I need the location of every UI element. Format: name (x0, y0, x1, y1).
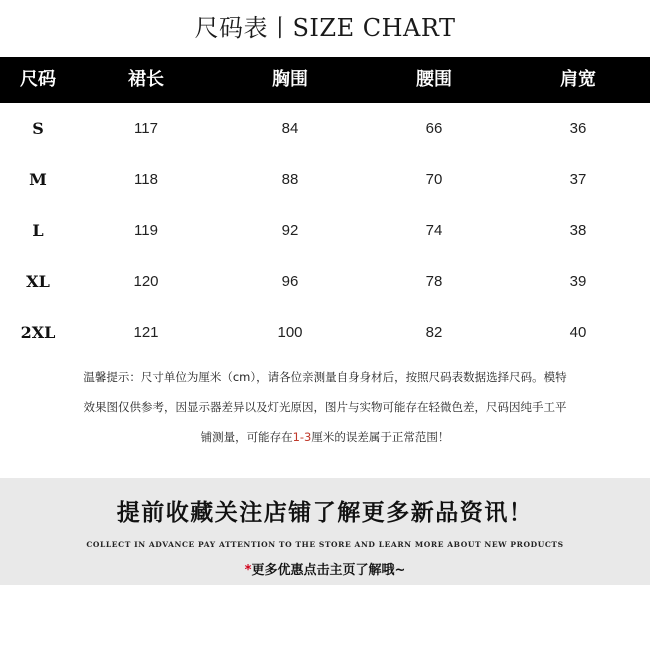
measurement-tip (40, 362, 610, 452)
waist-value: 82 (425, 324, 443, 341)
tip-line-2: 效果图仅供参考，因显示器差异以及灯光原因，图片与实物可能存在轻微色差，尺码因纯手工平 (83, 400, 567, 414)
promo-banner (0, 478, 650, 585)
shoulder-value: 40 (569, 324, 587, 341)
asterisk-icon: * (244, 563, 252, 578)
bust-value: 84 (281, 120, 299, 137)
shoulder-value: 39 (569, 273, 587, 290)
waist-value: 66 (425, 120, 443, 137)
waist-value: 74 (425, 222, 443, 239)
waist-value: 70 (425, 171, 443, 188)
bust-value: 96 (281, 273, 299, 290)
dress-length-value: 117 (134, 120, 158, 137)
table-row (0, 205, 650, 256)
header-bust: 胸围 (272, 69, 308, 90)
size-label: L (32, 221, 44, 240)
tip-line-1: 温馨提示：尺寸单位为厘米（cm），请各位亲测量自身身材后，按照尺码表数据选择尺码。模特 (83, 370, 567, 384)
header-size: 尺码 (20, 69, 56, 90)
waist-value: 78 (425, 273, 443, 290)
size-label: S (32, 119, 44, 138)
shoulder-value: 38 (569, 222, 587, 239)
shoulder-value: 37 (569, 171, 587, 188)
table-row (0, 154, 650, 205)
header-dress-length: 裙长 (128, 69, 164, 90)
header-shoulder: 肩宽 (560, 69, 596, 90)
shoulder-value: 36 (569, 120, 587, 137)
bust-value: 88 (281, 171, 299, 188)
dress-length-value: 120 (133, 273, 159, 290)
bust-value: 92 (281, 222, 299, 239)
table-row (0, 256, 650, 307)
header-waist: 腰围 (416, 69, 452, 90)
promo-headline: 提前收藏关注店铺了解更多新品资讯！ (116, 499, 534, 526)
tip-line-3 (40, 422, 610, 452)
dress-length-value: 119 (134, 222, 158, 239)
tip-line-3-start: 铺测量，可能存在 (200, 430, 293, 444)
dress-length-value: 121 (133, 324, 159, 341)
dress-length-value: 118 (134, 171, 158, 188)
promo-english-subtitle: COLLECT IN ADVANCE PAY ATTENTION TO THE STORE AND LEARN MORE ABOUT NEW PRODUCTS (86, 540, 564, 549)
table-row (0, 307, 650, 358)
page-title: 尺码表丨SIZE CHART (194, 14, 456, 42)
table-header (0, 57, 650, 103)
table-row (0, 103, 650, 154)
tip-line-3-end: 厘米的误差属于正常范围！ (311, 430, 450, 444)
bust-value: 100 (277, 324, 303, 341)
promo-link-text: 更多优惠点击主页了解哦~ (251, 563, 406, 578)
promo-homepage-link[interactable] (0, 559, 650, 578)
size-label: 2XL (20, 323, 56, 342)
size-label: XL (26, 272, 50, 291)
size-table-body (0, 103, 650, 358)
tip-error-range: 1-3 (292, 430, 312, 444)
size-label: M (29, 170, 47, 189)
